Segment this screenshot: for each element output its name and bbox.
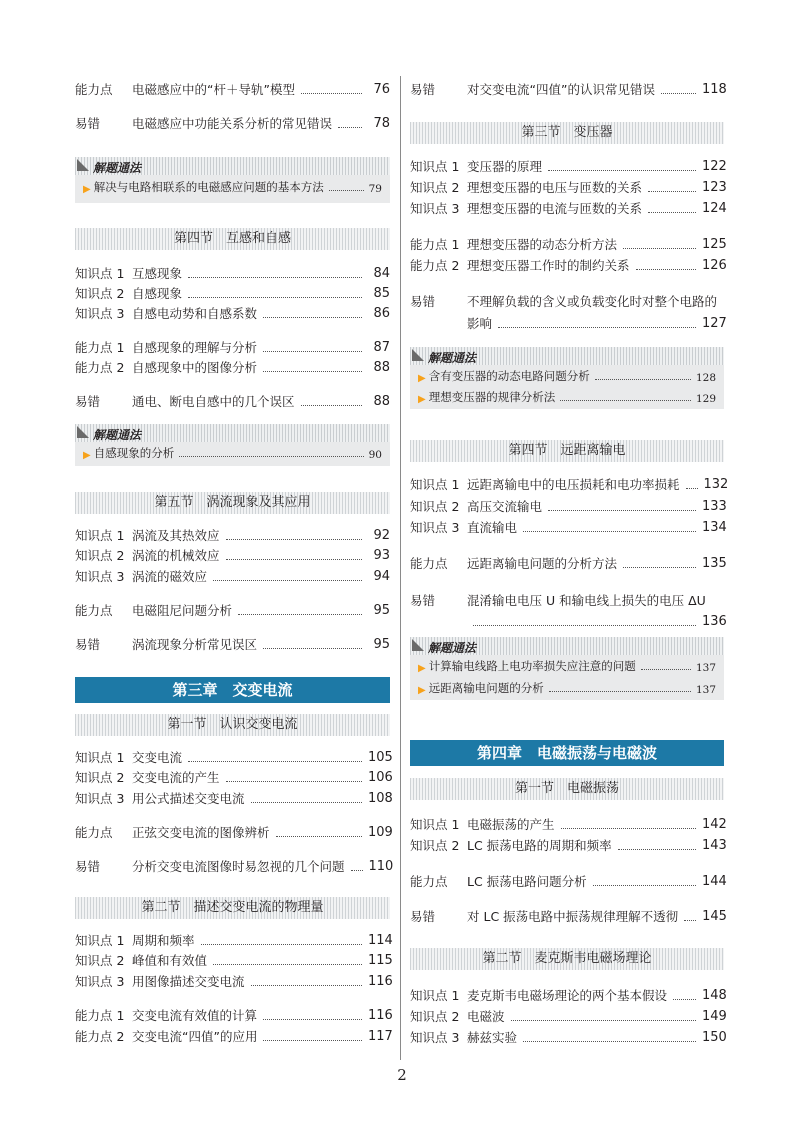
entry-title: 交变电流有效值的计算 [132, 1008, 258, 1023]
section-title: 第二节 描述交变电流的物理量 [141, 900, 324, 915]
dot-leader [301, 93, 362, 94]
entry-page: 123 [702, 180, 727, 195]
corner-marker-icon [412, 349, 424, 361]
entry-page: 126 [702, 258, 727, 273]
entry-page: 116 [368, 974, 393, 989]
entry-title: 不理解负载的含义或负载变化时对整个电路的 [467, 294, 718, 309]
entry-page: 106 [368, 770, 393, 785]
toc-row[interactable] [75, 262, 390, 282]
toc-row[interactable] [75, 544, 390, 564]
entry-title: 自感现象 [132, 286, 183, 301]
entry-page: 125 [702, 237, 727, 252]
toc-row[interactable] [410, 1005, 727, 1025]
entry-title: LC 振荡电路的周期和频率 [467, 838, 612, 853]
toc-row[interactable] [75, 356, 390, 376]
dot-leader [673, 999, 696, 1000]
entry-tag: 知识点 1 [410, 477, 460, 492]
entry-page: 86 [373, 306, 390, 321]
method-item-title: 理想变压器的规律分析法 [428, 390, 556, 404]
entry-tag: 知识点 3 [75, 569, 125, 584]
method-box [75, 157, 390, 203]
entry-title: 麦克斯韦电磁场理论的两个基本假设 [467, 988, 668, 1003]
dot-leader [684, 920, 696, 921]
toc-row[interactable] [410, 1026, 727, 1046]
method-item[interactable] [418, 387, 716, 405]
method-item[interactable] [83, 177, 382, 195]
entry-page: 85 [373, 286, 390, 301]
entry-title: 混淆输电电压 U 和输电线上损失的电压 ΔU [467, 593, 706, 608]
toc-row[interactable] [75, 949, 393, 969]
method-item-title: 计算输电线路上电功率损失应注意的问题 [428, 659, 636, 673]
toc-row[interactable] [410, 254, 727, 274]
toc-row[interactable] [75, 112, 390, 132]
toc-row[interactable] [75, 282, 390, 302]
method-item-page: 137 [695, 684, 716, 696]
chapter-title: 第三章 交变电流 [172, 681, 293, 699]
entry-title: 赫兹实验 [467, 1030, 518, 1045]
toc-row[interactable] [75, 336, 390, 356]
entry-page: 142 [702, 817, 727, 832]
entry-title: 理想变压器工作时的制约关系 [467, 258, 630, 273]
entry-title: 交变电流的产生 [132, 770, 220, 785]
dot-leader [593, 885, 696, 886]
entry-title: 变压器的原理 [467, 159, 543, 174]
toc-row[interactable] [410, 495, 727, 515]
entry-tag: 易错 [75, 394, 101, 409]
dot-leader [473, 625, 696, 626]
entry-page: 117 [368, 1029, 393, 1044]
entry-title: 通电、断电自感中的几个误区 [132, 394, 295, 409]
toc-row[interactable] [410, 905, 727, 925]
section-header [410, 122, 724, 144]
dot-leader [338, 127, 362, 128]
toc-row[interactable] [410, 813, 727, 833]
dot-leader [238, 614, 362, 615]
entry-title: 自感现象的理解与分析 [132, 340, 258, 355]
dot-leader [560, 400, 691, 401]
entry-page: 94 [373, 569, 390, 584]
entry-title: 周期和频率 [132, 933, 195, 948]
dot-leader [523, 531, 696, 532]
dot-leader [213, 580, 362, 581]
entry-title: 交变电流 [132, 750, 183, 765]
dot-leader [548, 170, 696, 171]
method-title: 解题通法 [428, 641, 477, 655]
entry-page: 116 [368, 1008, 393, 1023]
section-title: 第五节 涡流现象及其应用 [154, 495, 311, 510]
toc-row[interactable] [75, 390, 390, 410]
toc-row-continued[interactable] [410, 610, 727, 630]
entry-title: LC 振荡电路问题分析 [467, 874, 587, 889]
entry-tag: 能力点 [75, 82, 113, 97]
dot-leader [251, 802, 362, 803]
dot-leader [623, 248, 696, 249]
arrow-icon: ▶ [418, 663, 426, 674]
toc-row[interactable] [410, 870, 727, 890]
toc-row[interactable] [75, 1004, 393, 1024]
method-title: 解题通法 [93, 428, 142, 442]
section-header [75, 492, 390, 514]
entry-title: 用图像描述交变电流 [132, 974, 245, 989]
entry-tag: 知识点 2 [75, 953, 125, 968]
entry-title: 高压交流输电 [467, 499, 543, 514]
chapter-title: 第四章 电磁振荡与电磁波 [476, 744, 657, 762]
entry-tag: 能力点 [75, 825, 113, 840]
column-divider [400, 76, 401, 1060]
entry-title: 远距离输电问题的分析方法 [467, 556, 618, 571]
dot-leader [618, 849, 696, 850]
method-item-title: 解决与电路相联系的电磁感应问题的基本方法 [93, 180, 324, 194]
entry-page: 110 [368, 859, 394, 874]
entry-title: 正弦交变电流的图像辨析 [132, 825, 270, 840]
entry-title: 远距离输电中的电压损耗和电功率损耗 [467, 477, 680, 492]
entry-page: 144 [702, 874, 727, 889]
entry-tag: 知识点 1 [75, 528, 125, 543]
dot-leader [226, 781, 362, 782]
dot-leader [188, 297, 362, 298]
method-item[interactable] [83, 443, 382, 461]
arrow-icon: ▶ [418, 373, 426, 384]
entry-title: 自感电动势和自感系数 [132, 306, 258, 321]
entry-title: 自感现象中的图像分析 [132, 360, 258, 375]
method-item-page: 90 [368, 449, 382, 461]
toc-row[interactable] [75, 929, 393, 949]
entry-tag: 知识点 1 [75, 933, 125, 948]
entry-page: 87 [373, 340, 390, 355]
entry-page: 93 [373, 548, 390, 563]
toc-row[interactable] [75, 766, 393, 786]
dot-leader [213, 964, 362, 965]
toc-row[interactable] [75, 787, 393, 807]
entry-page: 114 [368, 933, 393, 948]
entry-page: 149 [702, 1009, 727, 1024]
dot-leader [561, 828, 696, 829]
toc-row[interactable] [75, 1025, 393, 1045]
toc-row[interactable] [75, 855, 394, 875]
dot-leader [226, 539, 362, 540]
entry-page: 88 [373, 360, 390, 375]
section-title: 第三节 变压器 [521, 125, 613, 140]
method-item-page: 128 [695, 372, 716, 384]
toc-row[interactable] [410, 552, 727, 572]
section-header [75, 897, 390, 919]
entry-tag: 知识点 1 [410, 159, 460, 174]
dot-leader [188, 761, 362, 762]
entry-page: 118 [702, 82, 727, 97]
entry-title: 电磁感应中功能关系分析的常见错误 [132, 116, 333, 131]
section-title: 第一节 电磁振荡 [514, 781, 619, 796]
dot-leader [641, 669, 691, 670]
dot-leader [251, 985, 362, 986]
toc-row[interactable] [75, 821, 393, 841]
entry-tag: 能力点 1 [410, 237, 460, 252]
dot-leader [263, 351, 362, 352]
entry-title: 涡流的磁效应 [132, 569, 208, 584]
entry-tag: 能力点 1 [75, 340, 125, 355]
entry-tag: 易错 [75, 116, 101, 131]
method-item[interactable] [418, 656, 716, 674]
dot-leader [226, 559, 362, 560]
dot-leader [201, 944, 362, 945]
method-box [410, 347, 724, 409]
entry-page: 148 [702, 988, 727, 1003]
method-title: 解题通法 [93, 161, 142, 175]
entry-page: 124 [702, 201, 727, 216]
entry-tag: 知识点 2 [410, 499, 460, 514]
section-title: 第一节 认识交变电流 [167, 717, 298, 732]
entry-tag: 易错 [75, 859, 101, 874]
method-item-page: 79 [368, 183, 382, 195]
section-header [410, 440, 724, 462]
toc-row[interactable] [410, 155, 727, 175]
dot-leader [263, 317, 362, 318]
entry-title: 分析交变电流图像时易忽视的几个问题 [132, 859, 345, 874]
toc-row[interactable] [410, 78, 727, 98]
entry-tag: 易错 [410, 82, 436, 97]
entry-tag: 知识点 3 [75, 306, 125, 321]
corner-marker-icon [412, 639, 424, 651]
entry-title: 电磁感应中的“杆＋导轨”模型 [132, 82, 295, 97]
dot-leader [498, 327, 696, 328]
entry-page: 95 [373, 603, 390, 618]
entry-tag: 知识点 3 [410, 1030, 460, 1045]
toc-row[interactable] [75, 970, 393, 990]
entry-page: 108 [368, 791, 393, 806]
dot-leader [351, 870, 363, 871]
entry-page: 122 [702, 159, 727, 174]
entry-title: 电磁波 [467, 1009, 505, 1024]
dot-leader [523, 1041, 696, 1042]
chapter-banner [410, 740, 724, 766]
dot-leader [636, 269, 696, 270]
entry-title: 理想变压器的动态分析方法 [467, 237, 618, 252]
entry-tag: 易错 [410, 593, 436, 608]
toc-row[interactable] [75, 78, 390, 98]
method-title: 解题通法 [428, 351, 477, 365]
entry-title: 涡流及其热效应 [132, 528, 220, 543]
entry-title: 理想变压器的电流与匝数的关系 [467, 201, 643, 216]
entry-tag: 知识点 2 [75, 770, 125, 785]
dot-leader [263, 1040, 362, 1041]
entry-page: 143 [702, 838, 727, 853]
entry-page: 132 [703, 477, 729, 492]
section-header [75, 714, 390, 736]
dot-leader [188, 277, 362, 278]
dot-leader [301, 405, 362, 406]
entry-title: 互感现象 [132, 266, 183, 281]
entry-title: 交变电流“四值”的应用 [132, 1029, 258, 1044]
entry-tag: 知识点 3 [75, 974, 125, 989]
entry-tag: 知识点 2 [410, 180, 460, 195]
entry-page: 145 [702, 909, 727, 924]
chapter-banner [75, 677, 390, 703]
entry-tag: 易错 [75, 637, 101, 652]
method-item[interactable] [418, 366, 716, 384]
arrow-icon: ▶ [83, 184, 91, 195]
page-number: 2 [397, 1066, 407, 1084]
dot-leader [686, 488, 698, 489]
entry-tag: 知识点 2 [410, 1009, 460, 1024]
dot-leader [548, 510, 696, 511]
entry-tag: 知识点 3 [410, 201, 460, 216]
entry-page: 150 [702, 1030, 727, 1045]
entry-title: 影响 [467, 316, 493, 331]
section-title: 第四节 远距离输电 [508, 443, 626, 458]
dot-leader [511, 1020, 696, 1021]
toc-row[interactable] [75, 565, 390, 585]
entry-title: 电磁阻尼问题分析 [132, 603, 233, 618]
entry-tag: 知识点 3 [410, 520, 460, 535]
method-item-page: 137 [695, 662, 716, 674]
dot-leader [595, 379, 691, 380]
method-box [75, 424, 390, 466]
entry-page: 88 [373, 394, 390, 409]
arrow-icon: ▶ [83, 450, 91, 461]
entry-tag: 能力点 2 [75, 360, 125, 375]
entry-tag: 知识点 2 [75, 548, 125, 563]
toc-row[interactable] [410, 197, 727, 217]
dot-leader [263, 648, 362, 649]
method-item-title: 远距离输电问题的分析 [428, 681, 544, 695]
toc-row[interactable] [410, 589, 724, 609]
entry-tag: 易错 [410, 294, 436, 309]
entry-page: 92 [373, 528, 390, 543]
entry-title: 涡流的机械效应 [132, 548, 220, 563]
entry-tag: 能力点 2 [75, 1029, 125, 1044]
entry-tag: 知识点 1 [75, 266, 125, 281]
toc-row[interactable] [410, 834, 727, 854]
entry-title: 峰值和有效值 [132, 953, 208, 968]
entry-page: 105 [368, 750, 393, 765]
entry-title: 电磁振荡的产生 [467, 817, 555, 832]
toc-row[interactable] [75, 633, 390, 653]
arrow-icon: ▶ [418, 685, 426, 696]
method-box [410, 637, 724, 700]
entry-page: 133 [702, 499, 727, 514]
corner-marker-icon [77, 159, 89, 171]
entry-title: 对 LC 振荡电路中振荡规律理解不透彻 [467, 909, 679, 924]
toc-row[interactable] [410, 516, 727, 536]
entry-title: 理想变压器的电压与匝数的关系 [467, 180, 643, 195]
entry-tag: 能力点 1 [75, 1008, 125, 1023]
entry-tag: 易错 [410, 909, 436, 924]
entry-page: 78 [373, 116, 390, 131]
entry-tag: 能力点 [410, 874, 448, 889]
method-item-title: 含有变压器的动态电路问题分析 [428, 369, 590, 383]
entry-tag: 知识点 1 [75, 750, 125, 765]
dot-leader [263, 1019, 362, 1020]
toc-row[interactable] [410, 473, 729, 493]
section-header [75, 228, 390, 250]
toc-row[interactable] [410, 984, 727, 1004]
arrow-icon: ▶ [418, 394, 426, 405]
method-item-page: 129 [695, 393, 716, 405]
dot-leader [661, 93, 696, 94]
corner-marker-icon [77, 426, 89, 438]
entry-page: 127 [702, 316, 727, 331]
entry-page: 135 [702, 556, 727, 571]
entry-page: 84 [373, 266, 390, 281]
entry-page: 136 [702, 614, 727, 629]
entry-tag: 知识点 1 [410, 988, 460, 1003]
section-title: 第二节 麦克斯韦电磁场理论 [482, 951, 652, 966]
section-header [410, 948, 724, 970]
method-item-title: 自感现象的分析 [93, 446, 175, 460]
entry-tag: 知识点 2 [410, 838, 460, 853]
dot-leader [648, 191, 696, 192]
entry-page: 115 [368, 953, 393, 968]
toc-row[interactable] [75, 599, 390, 619]
toc-row[interactable] [75, 302, 390, 322]
dot-leader [276, 836, 362, 837]
toc-row[interactable] [410, 290, 724, 310]
entry-title: 涡流现象分析常见误区 [132, 637, 258, 652]
toc-row[interactable] [410, 176, 727, 196]
toc-row[interactable] [75, 746, 393, 766]
entry-tag: 能力点 [410, 556, 448, 571]
method-item[interactable] [418, 678, 716, 696]
dot-leader [179, 456, 363, 457]
entry-title: 用公式描述交变电流 [132, 791, 245, 806]
entry-tag: 知识点 2 [75, 286, 125, 301]
toc-row[interactable] [410, 233, 727, 253]
entry-tag: 能力点 [75, 603, 113, 618]
entry-tag: 能力点 2 [410, 258, 460, 273]
toc-row[interactable] [75, 524, 390, 544]
entry-tag: 知识点 3 [75, 791, 125, 806]
entry-tag: 知识点 1 [410, 817, 460, 832]
entry-title: 直流输电 [467, 520, 518, 535]
entry-page: 76 [373, 82, 390, 97]
entry-page: 134 [702, 520, 727, 535]
dot-leader [263, 371, 362, 372]
toc-row-continued[interactable] [410, 312, 727, 332]
dot-leader [329, 190, 364, 191]
section-header [410, 778, 724, 800]
dot-leader [549, 691, 691, 692]
dot-leader [623, 567, 696, 568]
entry-title: 对交变电流“四值”的认识常见错误 [467, 82, 655, 97]
entry-page: 95 [373, 637, 390, 652]
section-title: 第四节 互感和自感 [173, 231, 291, 246]
dot-leader [648, 212, 696, 213]
entry-page: 109 [368, 825, 393, 840]
